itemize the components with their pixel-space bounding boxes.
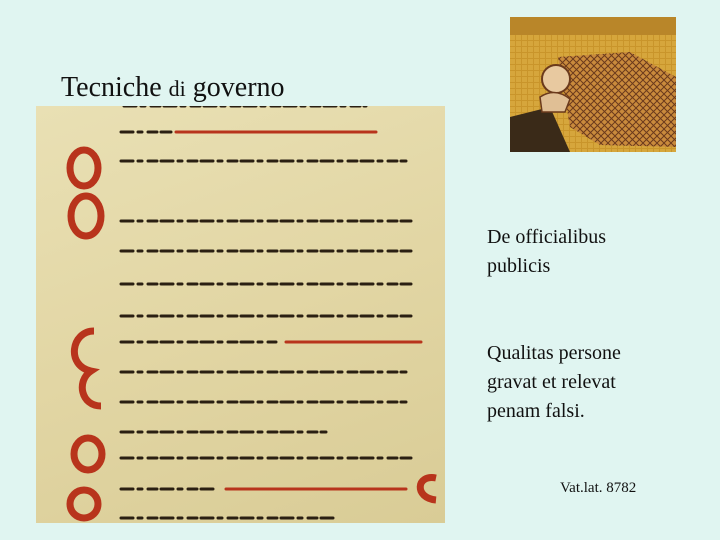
caption-line: gravat et relevat (487, 371, 616, 393)
caption-de-officialibus (487, 223, 606, 281)
slide-title (61, 72, 285, 104)
title-word-1: Tecniche (61, 72, 162, 103)
title-word-2: di (168, 76, 186, 101)
manuscript-image (36, 106, 445, 523)
manuscript-illustration (36, 106, 445, 523)
red-rubrics (176, 132, 421, 489)
caption-line: Qualitas persone (487, 342, 621, 364)
caption-qualitas (487, 339, 621, 426)
red-initials (70, 150, 436, 518)
kneeling-figure-head (542, 65, 570, 93)
caption-line: penam falsi. (487, 400, 585, 422)
source-reference: Vat.lat. 8782 (560, 480, 637, 496)
text-lines (121, 106, 411, 518)
caption-line: De officialibus (487, 226, 607, 248)
mosaic-image (510, 17, 676, 152)
caption-line: publicis (487, 255, 551, 277)
kneeling-figure-hands (540, 92, 570, 112)
mosaic-illustration (510, 17, 676, 152)
title-word-3: governo (192, 72, 285, 103)
